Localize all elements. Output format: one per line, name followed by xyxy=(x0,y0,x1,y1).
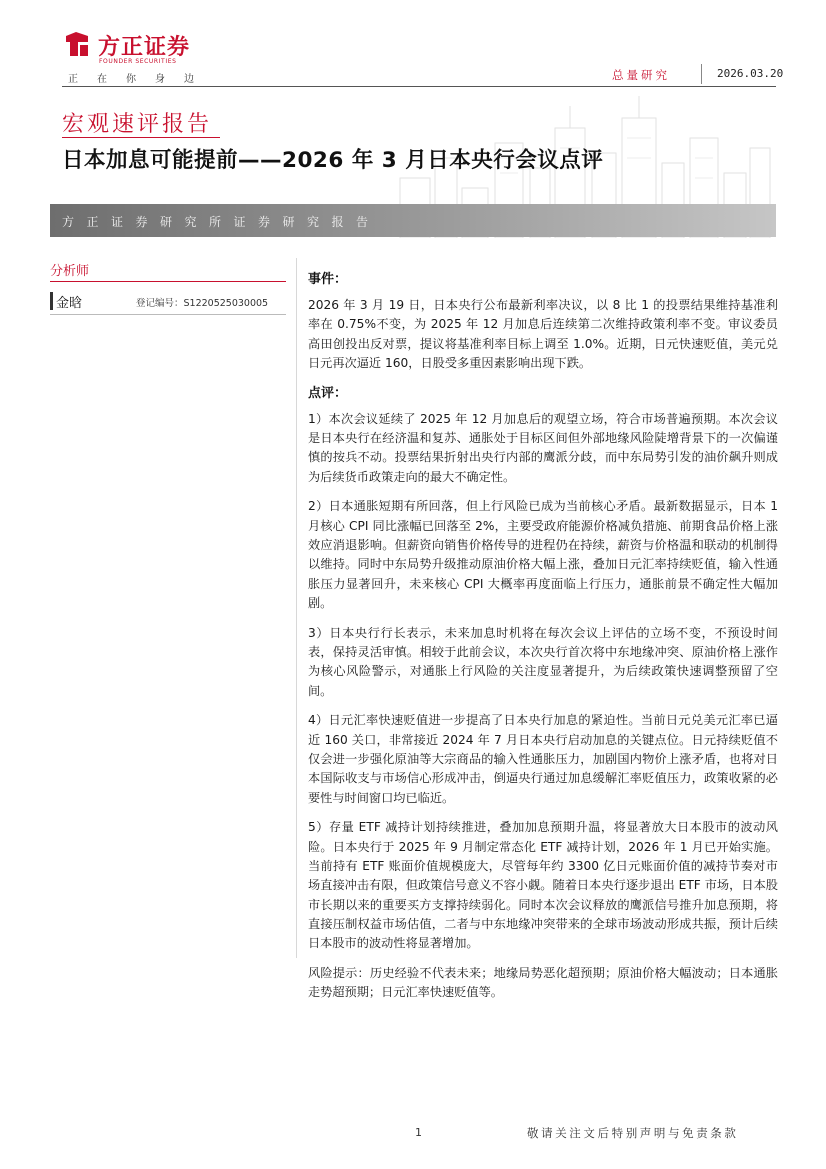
brand-slogan: 正在你身边 xyxy=(68,74,213,85)
report-type-underline xyxy=(62,137,220,138)
report-category: 总量研究 xyxy=(612,68,670,82)
comment-point-5: 5）存量 ETF 减持计划持续推进，叠加加息预期升温，将显著放大日本股市的波动风险。日本央行于 2025 年 9 月制定常态化 ETF 减持计划，2026 年 1 月已开始实施。当前持有 ETF 账面价值规模庞大，尽管每年约 3300 亿日元账面价值的减持节奏对市场直接冲击有限，但政策信号意义不容小觑。随着日本央行逐步退出 ETF 市场，日本股市长期以来的重要买方支撑持续弱化。同时本次会议释放的鹰派信号推升加息预期，将直接压制权益市场估值，二者与中东地缘冲突带来的全球市场波动形成共振，预计后续日本股市的波动性将显著增加。 xyxy=(308,820,778,951)
column-divider xyxy=(296,258,297,958)
founder-logo-icon xyxy=(62,30,92,58)
report-date: 2026.03.20 xyxy=(717,67,784,80)
disclaimer-note: 敬请关注文后特别声明与免责条款 xyxy=(527,1126,739,1140)
report-body xyxy=(308,270,778,1013)
comment-point-1: 1）本次会议延续了 2025 年 12 月加息后的观望立场，符合市场普遍预期。本次会议是日本央行在经济温和复苏、通胀处于目标区间但外部地缘风险陡增背景下的一次偏谨慎的按兵不动。投票结果折射出央行内部的鹰派分歧，而中东局势引发的油价飙升则成为后续货币政策走向的最大不确定性。 xyxy=(308,411,778,484)
risk-warning: 风险提示：历史经验不代表未来；地缘局势恶化超预期；原油价格大幅波动；日本通胀走势超预期；日元汇率快速贬值等。 xyxy=(308,965,778,1000)
header-separator xyxy=(701,64,702,84)
page-number: 1 xyxy=(415,1126,422,1139)
event-paragraph: 2026 年 3 月 19 日，日本央行公布最新利率决议，以 8 比 1 的投票结果维持基准利率在 0.75%不变，为 2025 年 12 月加息后连续第二次维持政策利率不变。审议委员高田创投出反对票，提议将基准利率目标上调至 1.0%。近期，日元快速贬值，美元兑日元再次逼近 160，日股受多重因素影响出现下跌。 xyxy=(308,298,778,370)
header-divider xyxy=(62,86,776,87)
report-type: 宏观速评报告 xyxy=(62,112,213,137)
comment-point-3: 3）日本央行行长表示，未来加息时机将在每次会议上评估的立场不变，不预设时间表，保持灵活审慎。相较于此前会议，本次央行首次将中东地缘冲突、原油价格上涨作为核心风险警示，对通胀上行风险的关注度显著提升，为后续政策快速调整预留了空间。 xyxy=(308,625,778,698)
institute-banner-text: 方正证券研究所证券研究报告 xyxy=(62,215,381,229)
event-heading: 事件： xyxy=(308,272,348,287)
analyst-name: 金晗 xyxy=(56,296,83,311)
analyst-registration: 登记编号：S1220525030005 xyxy=(136,298,269,309)
analyst-label: 分析师 xyxy=(50,264,90,279)
comment-point-2: 2）日本通胀短期有所回落，但上行风险已成为当前核心矛盾。最新数据显示，日本 1 月核心 CPI 同比涨幅已回落至 2%，主要受政府能源价格减负措施、前期食品价格上涨效应消退影响。但薪资向销售价格传导的进程仍在持续，薪资与价格温和联动的机制得以维持。同时中东局势升级推动原油价格大幅上涨，叠加日元汇率持续贬值，输入性通胀压力显著回升，未来核心 CPI 大概率再度面临上行压力，通胀前景不确定性大幅加剧。 xyxy=(308,499,778,610)
brand-name: 方正证券 xyxy=(98,35,191,60)
comment-heading: 点评： xyxy=(308,385,348,401)
page-title: 日本加息可能提前——2026 年 3 月日本央行会议点评 xyxy=(62,148,604,173)
analyst-divider xyxy=(50,281,286,282)
company-logo xyxy=(62,28,202,68)
analyst-bottom-divider xyxy=(50,314,286,315)
brand-english-name: FOUNDER SECURITIES xyxy=(99,58,177,65)
comment-point-4: 4）日元汇率快速贬值进一步提高了日本央行加息的紧迫性。当前日元兑美元汇率已逼近 160 关口，非常接近 2024 年 7 月日本央行启动加息的关键点位。日元持续贬值不仅会进一步强化原油等大宗商品的输入性通胀压力，加剧国内物价上涨矛盾，也将对日本国际收支与市场信心形成冲击，倒逼央行通过加息缓解汇率贬值压力，政策收紧的必要性与时间窗口均已临近。 xyxy=(308,713,778,805)
analyst-marker xyxy=(50,292,53,310)
